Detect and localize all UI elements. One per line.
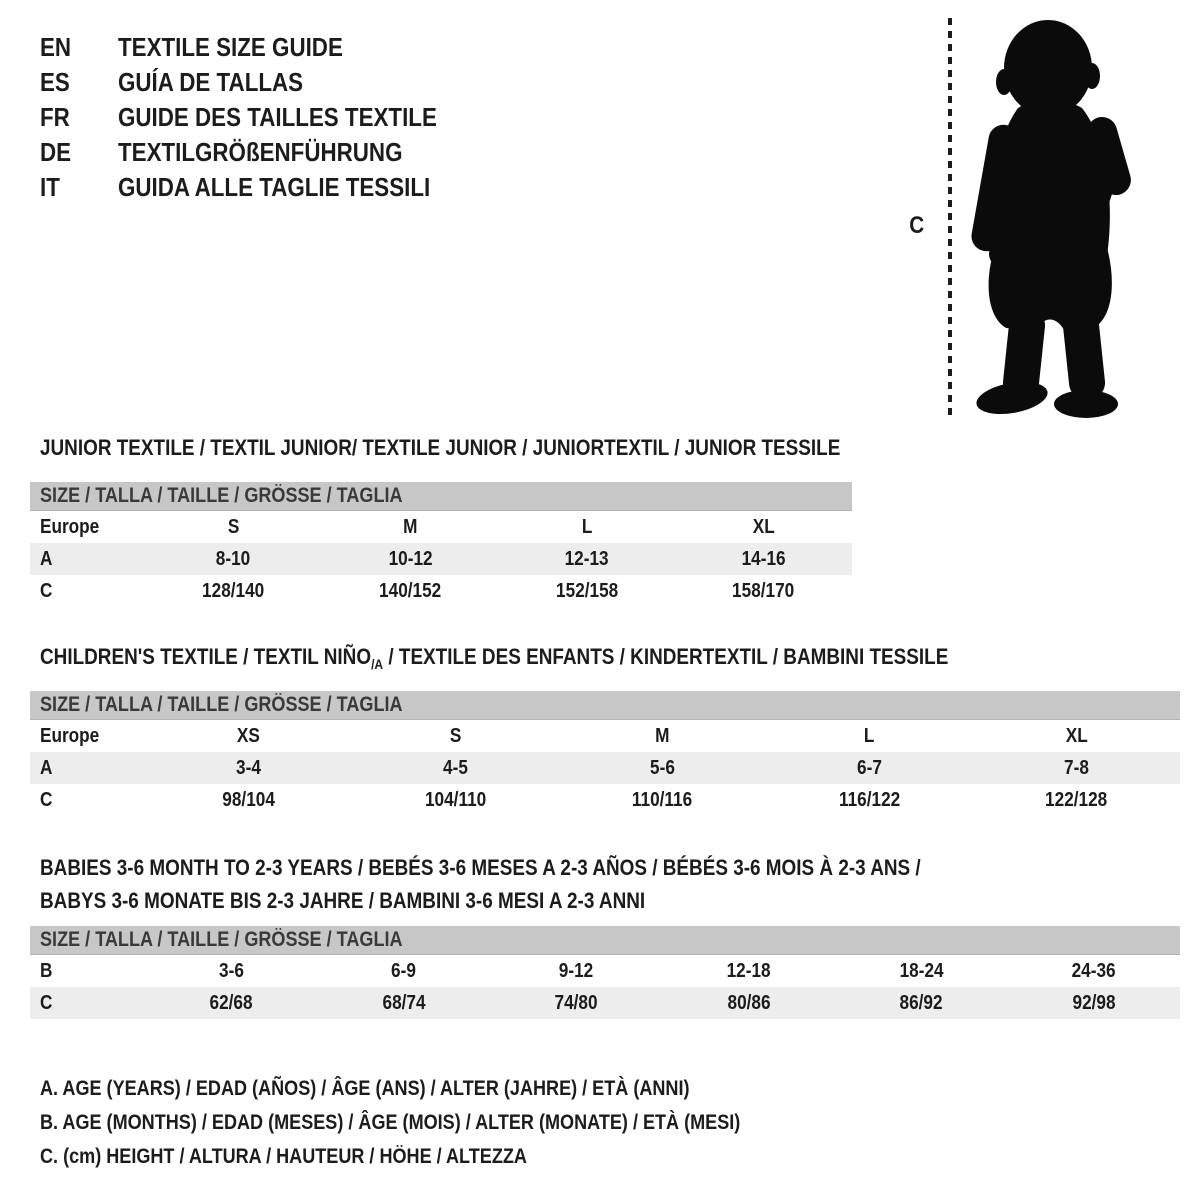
age-value: 12-13 xyxy=(564,548,609,570)
height-value: 62/68 xyxy=(209,992,253,1014)
language-row-en xyxy=(40,30,489,65)
age-value: 10-12 xyxy=(388,548,433,570)
age-value: 8-10 xyxy=(216,548,251,570)
language-code: FR xyxy=(40,102,70,132)
row-label: C xyxy=(40,992,53,1014)
height-value: 80/86 xyxy=(727,992,771,1014)
language-header xyxy=(40,30,489,205)
height-value: 86/92 xyxy=(899,992,943,1014)
legend-line-a: A. AGE (YEARS) / EDAD (AÑOS) / ÂGE (ANS) / ALTER (JAHRE) / ETÀ (ANNI) xyxy=(40,1077,690,1100)
section-heading: JUNIOR TEXTILE / TEXTIL JUNIOR/ TEXTILE JUNIOR / JUNIORTEXTIL / JUNIOR TESSILE xyxy=(40,435,841,460)
height-measure-label: C xyxy=(909,212,925,239)
size-header-bar: SIZE / TALLA / TAILLE / GRÖSSE / TAGLIA xyxy=(30,926,1180,955)
age-value: 14-16 xyxy=(741,548,786,570)
guide-title: GUIDE DES TAILLES TEXTILE xyxy=(118,102,437,132)
table-row-height xyxy=(30,575,852,607)
age-value: 3-4 xyxy=(236,757,261,779)
row-label: A xyxy=(40,757,53,779)
height-value: 140/152 xyxy=(379,580,442,602)
age-value: 12-18 xyxy=(726,960,771,982)
legend-line-b: B. AGE (MONTHS) / EDAD (MESES) / ÂGE (MOIS) / ALTER (MONATE) / ETÀ (MESI) xyxy=(40,1111,741,1134)
age-value: 4-5 xyxy=(443,757,468,779)
section-heading-line2: BABYS 3-6 MONATE BIS 2-3 JAHRE / BAMBINI 3-6 MESI A 2-3 ANNI xyxy=(40,888,646,913)
language-row-de xyxy=(40,135,489,170)
size-value: S xyxy=(449,725,462,747)
language-code: ES xyxy=(40,67,70,97)
guide-title: TEXTILGRÖßENFÜHRUNG xyxy=(118,137,403,167)
guide-title: TEXTILE SIZE GUIDE xyxy=(118,32,343,62)
section-junior-textile xyxy=(30,436,852,607)
table-row-age xyxy=(30,543,852,575)
language-row-fr xyxy=(40,100,489,135)
size-header-bar: SIZE / TALLA / TAILLE / GRÖSSE / TAGLIA xyxy=(30,482,852,511)
size-value: XL xyxy=(752,516,775,538)
row-label: A xyxy=(40,548,53,570)
height-value: 110/116 xyxy=(632,789,693,811)
height-value: 98/104 xyxy=(222,789,275,811)
age-value: 6-9 xyxy=(391,960,417,982)
size-value: XS xyxy=(237,725,260,747)
row-label: C xyxy=(40,789,53,811)
table-row-europe xyxy=(30,720,1180,752)
language-code: IT xyxy=(40,172,60,202)
size-value: M xyxy=(402,516,418,538)
height-value: 122/128 xyxy=(1045,789,1108,811)
size-value: L xyxy=(864,725,875,747)
language-code: EN xyxy=(40,32,72,62)
age-value: 18-24 xyxy=(899,960,944,982)
height-value: 116/122 xyxy=(838,789,901,811)
section-heading: CHILDREN'S TEXTILE / TEXTIL $NIÑO_{/A}$ / TEXTILE DES ENFANTS / KINDERTEXTIL / BAMBINI TESSILE xyxy=(40,644,949,672)
height-value: 158/170 xyxy=(732,580,795,602)
age-value: 6-7 xyxy=(857,757,882,779)
size-value: XL xyxy=(1065,725,1088,747)
section-childrens-textile xyxy=(30,645,1180,816)
height-value: 152/158 xyxy=(555,580,618,602)
language-row-it xyxy=(40,170,489,205)
table-row-europe xyxy=(30,511,852,543)
height-value: 128/140 xyxy=(202,580,265,602)
age-value: 9-12 xyxy=(559,960,594,982)
guide-title: GUÍA DE TALLAS xyxy=(118,67,304,97)
age-value: 3-6 xyxy=(218,960,244,982)
size-value: M xyxy=(655,725,670,747)
size-header-bar: SIZE / TALLA / TAILLE / GRÖSSE / TAGLIA xyxy=(30,691,1180,720)
age-value: 7-8 xyxy=(1064,757,1089,779)
height-measure-dashed-line xyxy=(948,18,952,416)
height-value: 104/110 xyxy=(424,789,487,811)
nino-a-subscript: /A xyxy=(371,656,384,672)
height-value: 74/80 xyxy=(554,992,598,1014)
language-code: DE xyxy=(40,137,72,167)
section-babies-textile xyxy=(30,851,1180,1019)
language-row-es xyxy=(40,65,489,100)
age-value: 24-36 xyxy=(1071,960,1116,982)
table-row-age-months xyxy=(30,955,1180,987)
guide-title: GUIDA ALLE TAGLIE TESSILI xyxy=(118,172,431,202)
legend-line-c: C. (cm) HEIGHT / ALTURA / HAUTEUR / HÖHE / ALTEZZA xyxy=(40,1145,527,1168)
legend xyxy=(40,1072,854,1174)
height-value: 92/98 xyxy=(1072,992,1116,1014)
table-row-age xyxy=(30,752,1180,784)
table-row-height xyxy=(30,987,1180,1019)
row-label: B xyxy=(40,960,53,982)
height-value: 68/74 xyxy=(382,992,426,1014)
height-figure xyxy=(900,0,1200,430)
row-label: C xyxy=(40,580,53,602)
age-value: 5-6 xyxy=(650,757,675,779)
row-label: Europe xyxy=(40,516,100,538)
size-value: S xyxy=(227,516,240,538)
size-value: L xyxy=(581,516,593,538)
row-label: Europe xyxy=(40,725,100,747)
table-row-height xyxy=(30,784,1180,816)
section-heading-line1: BABIES 3-6 MONTH TO 2-3 YEARS / BEBÉS 3-6 MESES A 2-3 AÑOS / BÉBÉS 3-6 MOIS À 2-3 ANS / xyxy=(40,855,921,880)
toddler-silhouette-icon xyxy=(962,16,1147,420)
